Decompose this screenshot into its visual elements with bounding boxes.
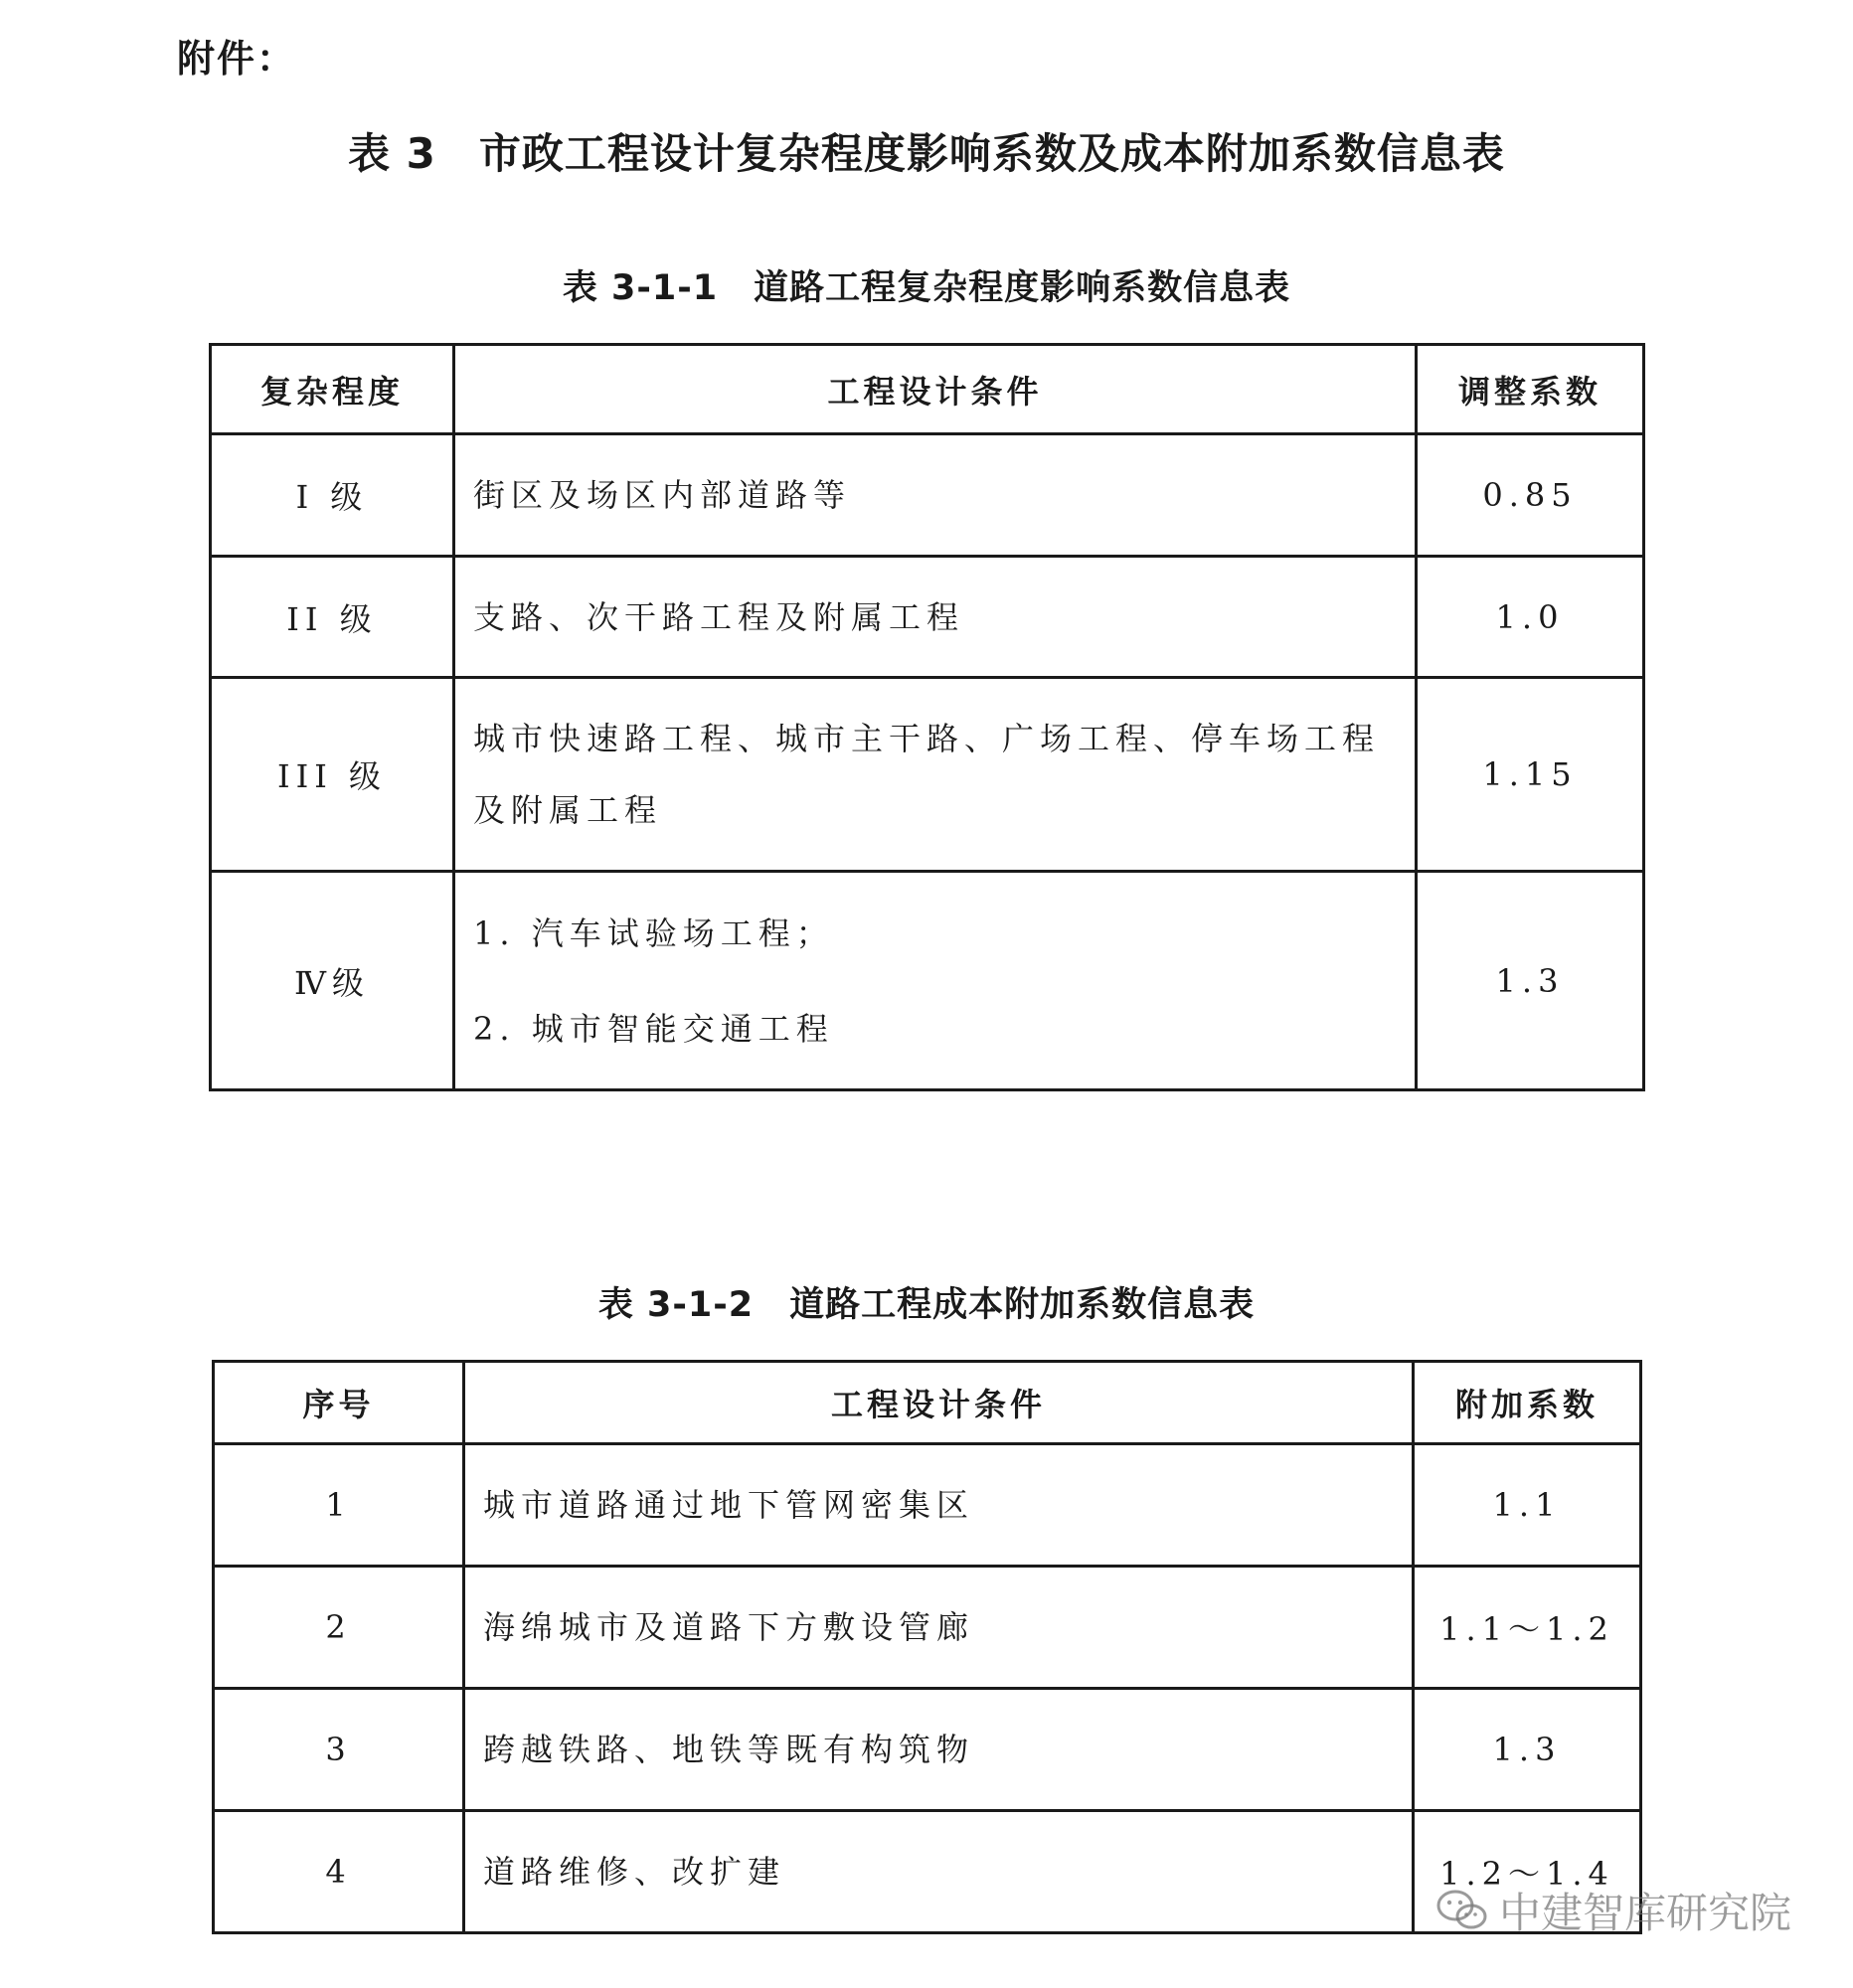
header-condition: 工程设计条件 <box>454 345 1417 434</box>
header-complexity: 复杂程度 <box>211 345 454 434</box>
watermark-text: 中建智库研究院 <box>1498 1889 1791 1937</box>
condition-cell: 海绵城市及道路下方敷设管廊 <box>464 1567 1414 1689</box>
coef-cell: 1.1 <box>1414 1444 1641 1567</box>
seq-cell: 1 <box>214 1444 464 1567</box>
seq-cell: 2 <box>214 1567 464 1689</box>
condition-line: 1. 汽车试验场工程； <box>473 913 834 952</box>
level-cell: III 级 <box>211 678 454 872</box>
table1-title: 表 3-1-1 道路工程复杂程度影响系数信息表 <box>562 268 1291 308</box>
coef-cell: 1.15 <box>1417 678 1644 872</box>
condition-cell: 道路维修、改扩建 <box>464 1811 1414 1933</box>
condition-cell: 城市快速路工程、城市主干路、广场工程、停车场工程及附属工程 <box>454 678 1417 872</box>
table-row <box>214 1689 1641 1811</box>
condition-line: 2. 城市智能交通工程 <box>473 1009 834 1048</box>
seq-cell: 3 <box>214 1689 464 1811</box>
table-row <box>214 1811 1641 1933</box>
header-seq: 序号 <box>214 1362 464 1444</box>
table-row <box>211 872 1644 1090</box>
table-row <box>211 434 1644 557</box>
road-cost-table <box>212 1360 1642 1934</box>
table-row <box>211 557 1644 678</box>
wechat-icon <box>1435 1888 1489 1933</box>
header-additional-coef: 附加系数 <box>1414 1362 1641 1444</box>
table-row <box>214 1567 1641 1689</box>
coef-cell: 1.3 <box>1414 1689 1641 1811</box>
seq-cell: 4 <box>214 1811 464 1933</box>
coef-cell: 0.85 <box>1417 434 1644 557</box>
condition-cell: 城市道路通过地下管网密集区 <box>464 1444 1414 1567</box>
condition-cell: 支路、次干路工程及附属工程 <box>454 557 1417 678</box>
table-row <box>211 678 1644 872</box>
condition-cell: 跨越铁路、地铁等既有构筑物 <box>464 1689 1414 1811</box>
coef-cell: 1.1～1.2 <box>1414 1567 1641 1689</box>
level-cell: II 级 <box>211 557 454 678</box>
table-header-row <box>211 345 1644 434</box>
page-title: 表 3 市政工程设计复杂程度影响系数及成本附加系数信息表 <box>348 129 1505 178</box>
coef-cell: 1.3 <box>1417 872 1644 1090</box>
level-cell: Ⅳ级 <box>211 872 454 1090</box>
table-header-row <box>214 1362 1641 1444</box>
table-row <box>214 1444 1641 1567</box>
level-cell: I 级 <box>211 434 454 557</box>
header-adjust-coef: 调整系数 <box>1417 345 1644 434</box>
header-condition: 工程设计条件 <box>464 1362 1414 1444</box>
coef-cell: 1.0 <box>1417 557 1644 678</box>
road-complexity-table <box>209 343 1645 1091</box>
table2-title: 表 3-1-2 道路工程成本附加系数信息表 <box>597 1285 1256 1325</box>
attachment-label: 附件： <box>177 37 297 81</box>
watermark <box>1435 1881 1791 1940</box>
condition-cell <box>454 872 1417 1090</box>
condition-cell: 街区及场区内部道路等 <box>454 434 1417 557</box>
coef-cell: 1.2～1.4 <box>1414 1811 1641 1933</box>
